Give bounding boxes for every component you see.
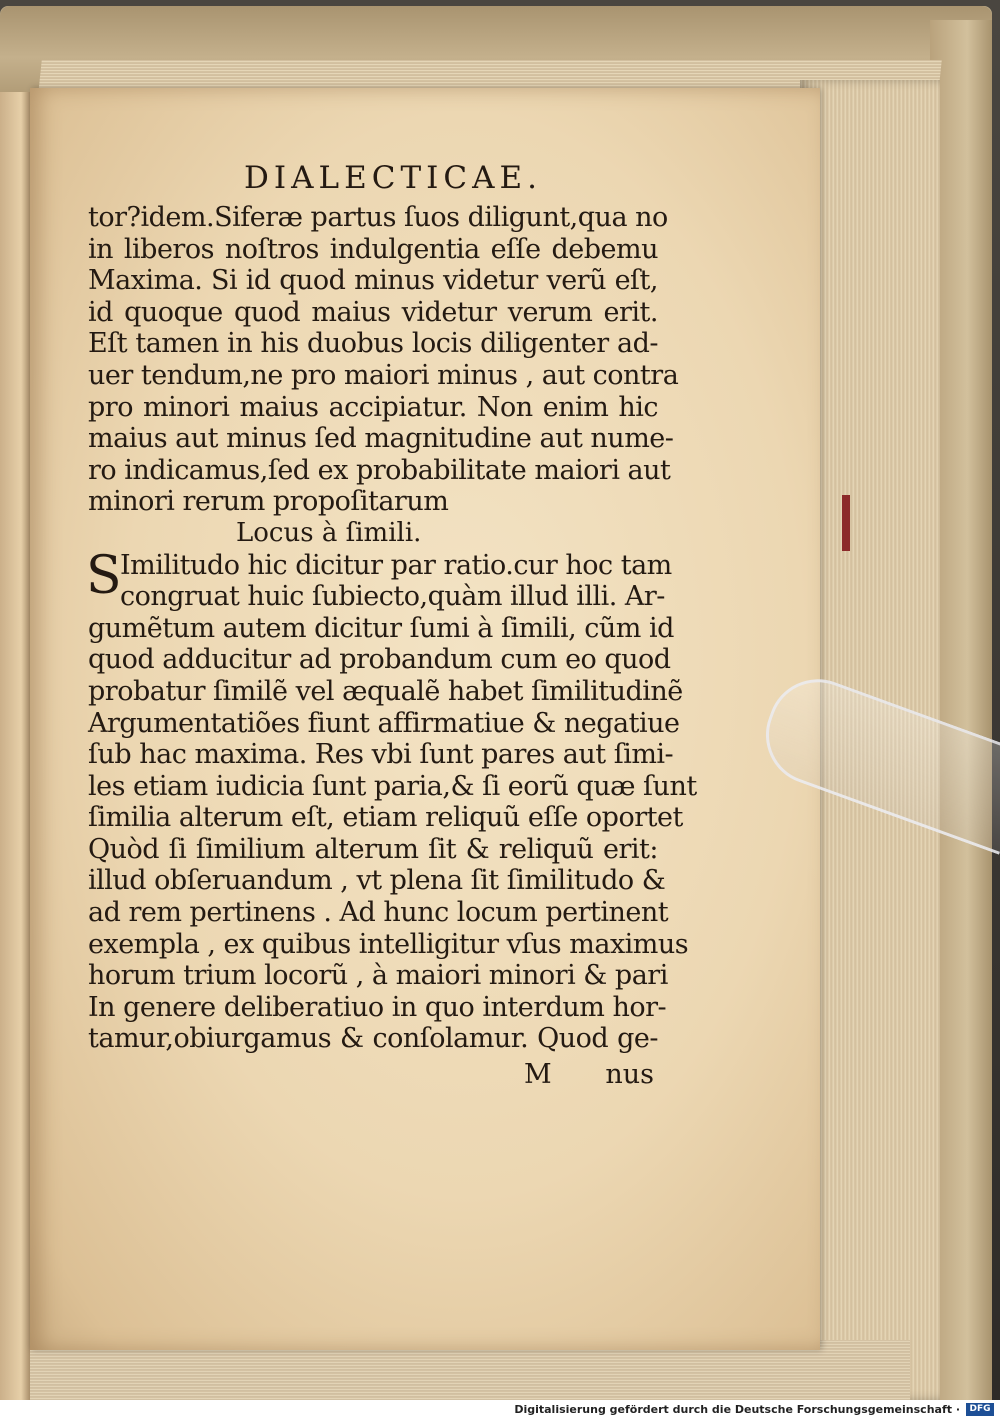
signature-mark: M — [524, 1059, 552, 1091]
text-line: les etiam iudicia ſunt paria,& ſi eorũ quæ ſunt — [88, 770, 697, 802]
text-line: Eſt tamen in his duobus locis diligenter ad- — [88, 328, 658, 360]
drop-capital: S — [86, 545, 122, 606]
text-line: ſub hac maxima. Res vbi ſunt pares aut ſimi- — [88, 739, 674, 771]
text-line: Imilitudo hic dicitur par ratio.cur hoc tam — [120, 549, 672, 581]
text-line: pro minori maius accipiatur. Non enim hic — [88, 391, 658, 423]
text-line: ro indicamus,ſed ex probabilitate maiori aut — [88, 454, 671, 486]
text-line: Maxima. Si id quod minus videtur verũ eſt, — [88, 265, 658, 297]
text-line: in liberos noſtros indulgentia eſſe debemu — [88, 233, 658, 265]
text-line: In genere deliberatiuo in quo interdum hor- — [88, 991, 667, 1023]
footer-credit: Digitalisierung gefördert durch die Deutsche Forschungsgemeinschaft · — [514, 1403, 960, 1416]
text-line: ſimilia alterum eſt, etiam reliquũ eſſe oportet — [88, 802, 683, 834]
text-block-top — [88, 202, 679, 518]
text-line: tor?idem.Siferæ partus ſuos diligunt,qua no — [88, 202, 668, 233]
section-heading: Locus à ſimili. — [236, 517, 422, 548]
running-head: DIALECTICAE. — [244, 160, 542, 196]
text-line: ad rem pertinens . Ad hunc locum pertinent — [88, 897, 669, 929]
text-line: exempla , ex quibus intelligitur vſus maximus — [88, 928, 689, 960]
footer-bar — [0, 1400, 1000, 1420]
text-line: id quoque quod maius videtur verum erit. — [88, 296, 658, 328]
catchword: nus — [605, 1059, 654, 1091]
text-line: illud obſeruandum , vt plena ſit ſimilitudo & — [88, 865, 666, 897]
text-line: uer tendum,ne pro maiori minus , aut contra — [88, 359, 679, 391]
text-block-paragraph — [86, 545, 697, 1056]
text-line: tamur,obiurgamus & conſolamur. Quod ge- — [88, 1023, 658, 1055]
paragraph-similitudo — [86, 545, 697, 1056]
text-line: minori rerum propoſitarum — [88, 486, 449, 518]
text-line: gumẽtum autem dicitur ſumi à ſimili, cũm id — [88, 612, 674, 644]
page-foot — [88, 1055, 658, 1091]
text-line: horum trium locorũ , à maiori minori & pari — [88, 960, 668, 992]
text-line: maius aut minus ſed magnitudine aut nume- — [88, 423, 674, 455]
facing-page-edge — [0, 92, 30, 1400]
text-line: Argumentatiões fiunt affirmatiue & negatiue — [88, 707, 680, 739]
text-line: probatur ſimilẽ vel æqualẽ habet ſimilitudinẽ — [88, 675, 683, 707]
page-text — [86, 160, 697, 1091]
text-line: quod adducitur ad probandum cum eo quod — [88, 644, 671, 676]
text-line: congruat huic ſubiecto,quàm illud illi. Ar- — [120, 581, 665, 613]
text-line: Quòd ſi ſimilium alterum ſit & reliquũ erit: — [88, 833, 658, 865]
dfg-logo: DFG — [966, 1403, 994, 1416]
red-ribbon-tab — [842, 495, 850, 551]
